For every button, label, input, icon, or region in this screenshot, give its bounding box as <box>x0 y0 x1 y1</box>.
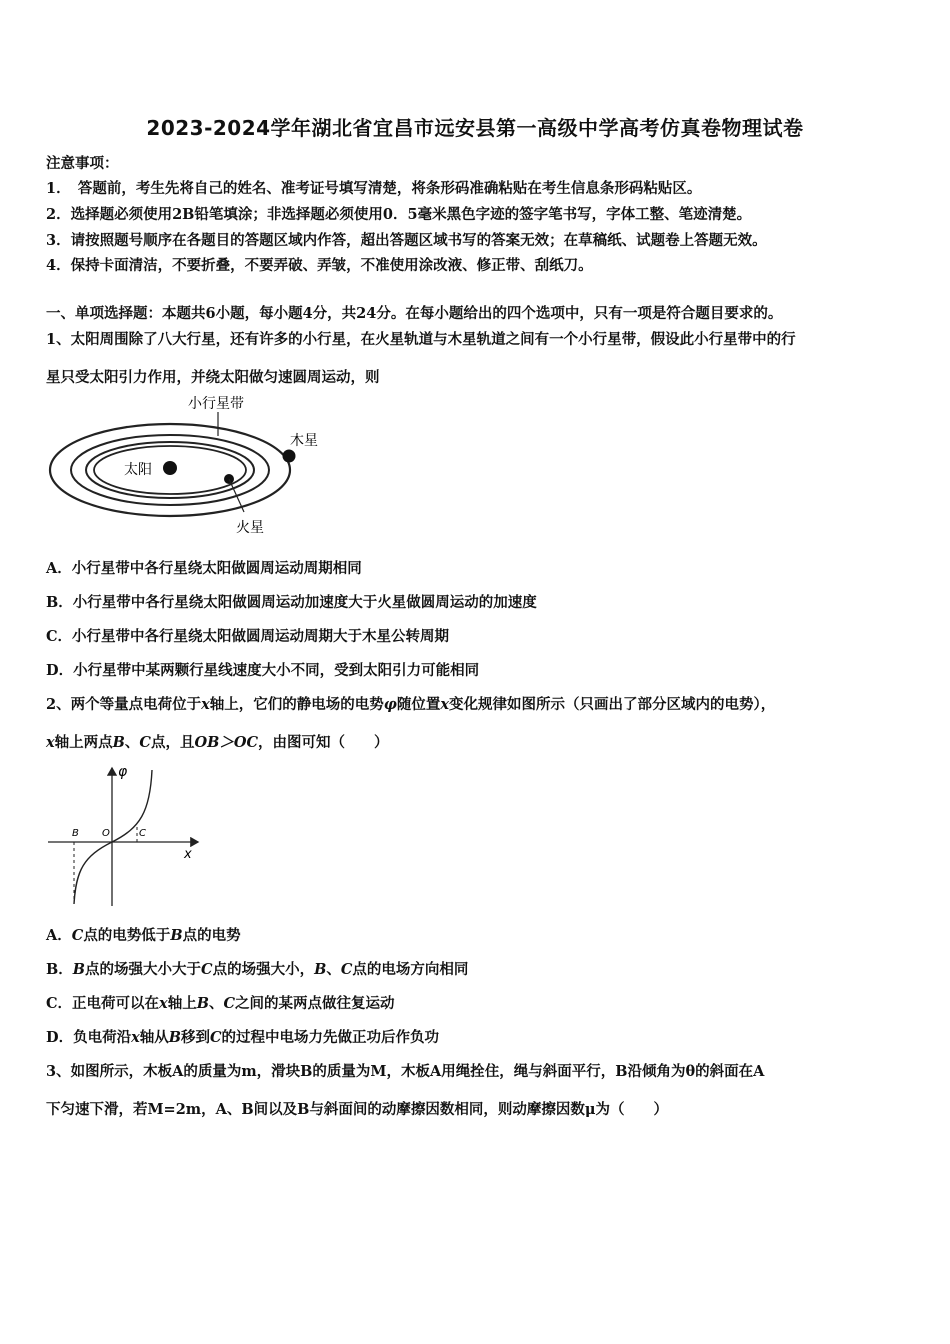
section-heading: 一、单项选择题：本题共6小题，每小题4分，共24分。在每小题给出的四个选项中，只有一项是符合题目要求的。 <box>46 305 783 322</box>
c-point-label: C <box>139 828 146 839</box>
x-axis-label: x <box>184 847 192 862</box>
potential-graph-figure <box>46 760 206 912</box>
question-1-stem: 星只受太阳引力作用，并绕太阳做匀速圆周运动，则 <box>46 369 380 386</box>
question-2-stem: 2、两个等量点电荷位于x轴上，它们的静电场的电势φ随位置x变化规律如图所示（只画出了部分区域内的电势）， <box>46 696 776 713</box>
asteroid-belt-figure <box>46 390 336 542</box>
mars-label: 火星 <box>236 520 264 536</box>
b-point-label: B <box>72 828 79 839</box>
notice-item: 2．选择题必须使用2B铅笔填涂；非选择题必须使用0．5毫米黑色字迹的签字笔书写，字体工整、笔迹清楚。 <box>46 206 752 223</box>
jupiter-dot <box>283 450 296 463</box>
question-3-stem: 下匀速下滑，若M=2m，A、B间以及B与斜面间的动摩擦因数相同，则动摩擦因数μ为（ ） <box>46 1101 669 1118</box>
question-1-stem: 1、太阳周围除了八大行星，还有许多的小行星，在火星轨道与木星轨道之间有一个小行星带，假设此小行星带中的行 <box>46 331 796 348</box>
option-a: A．小行星带中各行星绕太阳做圆周运动周期相同 <box>46 560 362 577</box>
sun-label: 太阳 <box>124 462 152 478</box>
option-b: B．B点的场强大小大于C点的场强大小，B、C点的电场方向相同 <box>46 961 469 978</box>
notice-item: 4．保持卡面清洁，不要折叠，不要弄破、弄皱，不准使用涂改液、修正带、刮纸刀。 <box>46 257 593 274</box>
option-a: A．C点的电势低于B点的电势 <box>46 927 241 944</box>
page-title: 2023-2024学年湖北省宜昌市远安县第一高级中学高考仿真卷物理试卷 <box>146 116 804 140</box>
notice-item: 1． 答题前，考生先将自己的姓名、准考证号填写清楚，将条形码准确粘贴在考生信息条形码粘贴区。 <box>46 180 702 197</box>
phi-axis-label: φ <box>118 764 128 780</box>
question-3-stem: 3、如图所示，木板A的质量为m，滑块B的质量为M，木板A用绳拴住，绳与斜面平行，B沿倾角为θ的斜面在A <box>46 1063 765 1080</box>
sun-dot <box>163 461 177 475</box>
belt-label: 小行星带 <box>188 396 244 412</box>
question-2-stem: x轴上两点B、C点，且OB＞OC，由图可知（ ） <box>46 734 389 751</box>
option-d: D．小行星带中某两颗行星线速度大小不同，受到太阳引力可能相同 <box>46 662 480 679</box>
notice-item: 3．请按照题号顺序在各题目的答题区域内作答，超出答题区域书写的答案无效；在草稿纸、试题卷上答题无效。 <box>46 232 767 249</box>
option-b: B．小行星带中各行星绕太阳做圆周运动加速度大于火星做圆周运动的加速度 <box>46 594 537 611</box>
origin-label: O <box>102 828 110 839</box>
jupiter-label: 木星 <box>290 433 318 449</box>
option-c: C．小行星带中各行星绕太阳做圆周运动周期大于木星公转周期 <box>46 628 450 645</box>
option-d: D．负电荷沿x轴从B移到C的过程中电场力先做正功后作负功 <box>46 1029 440 1046</box>
option-c: C．正电荷可以在x轴上B、C之间的某两点做往复运动 <box>46 995 395 1012</box>
notice-heading: 注意事项： <box>46 155 119 172</box>
